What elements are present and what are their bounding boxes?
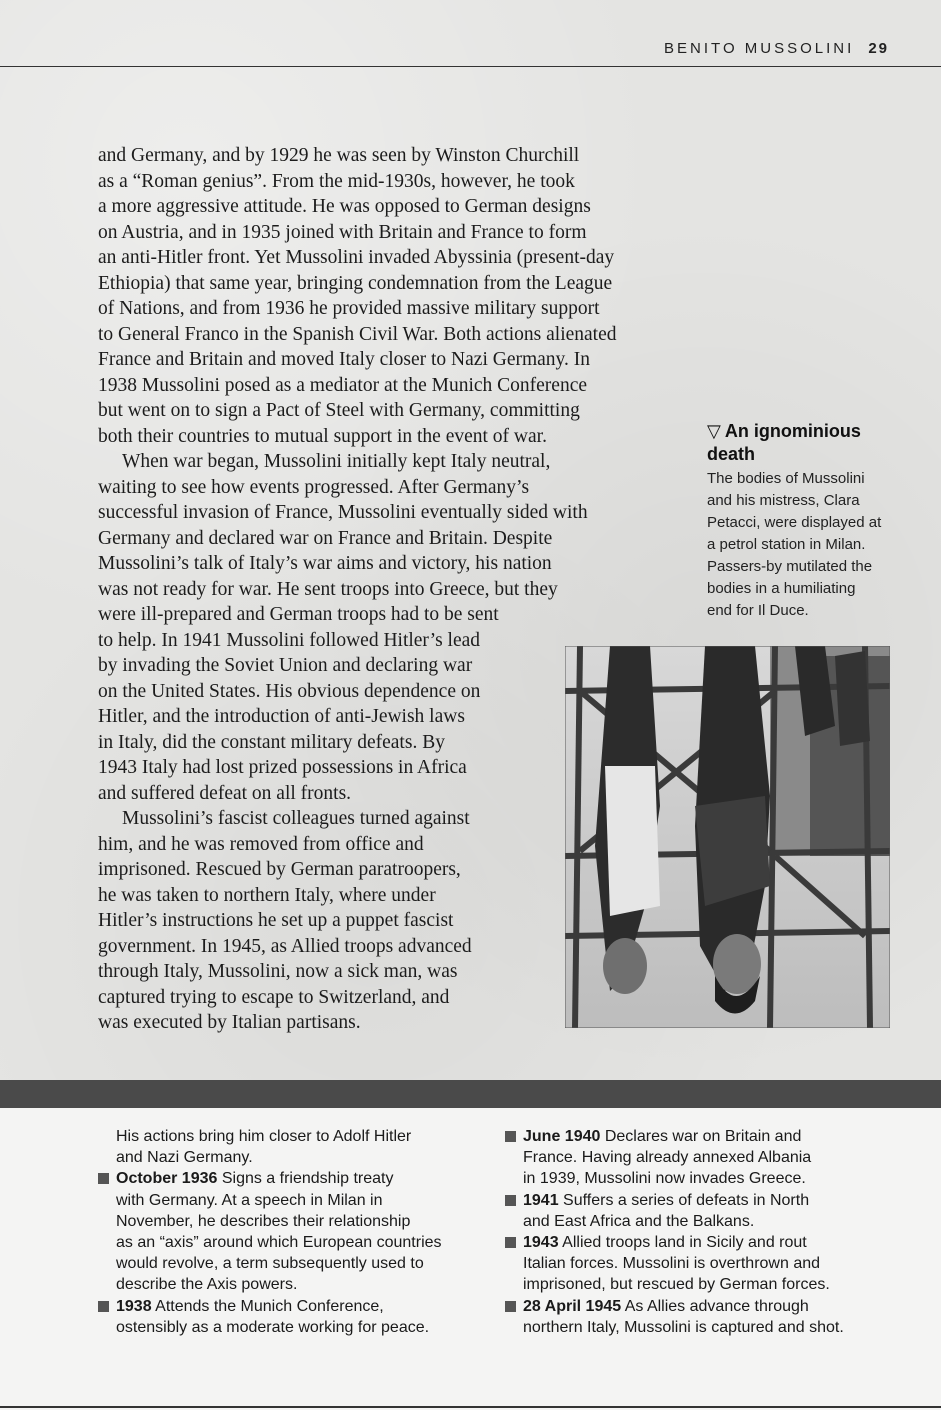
timeline-line: November, he describes their relationship bbox=[116, 1212, 411, 1230]
running-title: BENITO MUSSOLINI bbox=[664, 40, 855, 57]
caption-line: Passers-by mutilated the bbox=[707, 558, 873, 575]
timeline-line: Attends the Munich Conference, bbox=[151, 1297, 384, 1315]
timeline-line: and Nazi Germany. bbox=[116, 1149, 253, 1167]
timeline-item bbox=[98, 1296, 478, 1338]
timeline-column-left bbox=[98, 1126, 478, 1338]
text-line: Ethiopia) that same year, bringing condemnation from the League bbox=[98, 272, 613, 294]
text-line: When war began, Mussolini initially kept Italy neutral, bbox=[122, 451, 551, 472]
square-bullet-icon bbox=[505, 1301, 516, 1312]
photo-icon bbox=[565, 646, 890, 1028]
text-line: was executed by Italian partisans. bbox=[98, 1012, 361, 1033]
photo-caption bbox=[707, 420, 897, 622]
timeline-line: Suffers a series of defeats in North bbox=[558, 1191, 810, 1209]
text-line: on the United States. His obvious dependence on bbox=[98, 680, 481, 702]
text-line: in Italy, did the constant military defeats. By bbox=[98, 731, 445, 753]
text-line: captured trying to escape to Switzerland, and bbox=[98, 986, 450, 1008]
triangle-down-icon: ▽ bbox=[707, 421, 721, 441]
square-bullet-icon bbox=[505, 1237, 516, 1248]
timeline-column-right bbox=[505, 1126, 885, 1338]
text-line: imprisoned. Rescued by German paratroopers, bbox=[98, 859, 461, 880]
caption-line: a petrol station in Milan. bbox=[707, 536, 866, 553]
text-line: was not ready for war. He sent troops into Greece, but they bbox=[98, 578, 558, 600]
text-line: an anti-Hitler front. Yet Mussolini invaded Abyssinia (present-day bbox=[98, 247, 615, 268]
caption-line: bodies in a humiliating bbox=[707, 580, 856, 597]
timeline-line: as an “axis” around which European countries bbox=[116, 1234, 442, 1252]
text-line: on Austria, and in 1935 joined with Britain and France to form bbox=[98, 221, 587, 243]
caption-line: and his mistress, Clara bbox=[707, 492, 860, 509]
timeline-line: would revolve, a term subsequently used to bbox=[116, 1255, 424, 1273]
timeline-year: June 1940 bbox=[523, 1128, 601, 1145]
timeline-item bbox=[505, 1232, 885, 1296]
caption-line: Petacci, were displayed at bbox=[707, 514, 882, 531]
text-line: of Nations, and from 1936 he provided massive military support bbox=[98, 298, 600, 319]
caption-title bbox=[707, 420, 897, 466]
text-line: were ill-prepared and German troops had to be sent bbox=[98, 604, 499, 625]
timeline bbox=[0, 1108, 941, 1410]
text-line: Hitler, and the introduction of anti-Jewish laws bbox=[98, 706, 465, 727]
text-line: both their countries to mutual support in the event of war. bbox=[98, 425, 547, 447]
timeline-line: Allied troops land in Sicily and rout bbox=[558, 1234, 807, 1252]
text-line: Hitler’s instructions he set up a puppet fascist bbox=[98, 910, 454, 931]
page-number: 29 bbox=[868, 40, 889, 57]
text-line: Mussolini’s talk of Italy’s war aims and victory, his nation bbox=[98, 553, 552, 574]
timeline-line: with Germany. At a speech in Milan in bbox=[116, 1191, 383, 1209]
caption-line: The bodies of Mussolini bbox=[707, 470, 865, 487]
timeline-year: 1941 bbox=[523, 1191, 559, 1209]
caption-body bbox=[707, 468, 897, 622]
text-line: and Germany, and by 1929 he was seen by Winston Churchill bbox=[98, 145, 580, 166]
paragraph-1 bbox=[98, 143, 698, 449]
text-line: government. In 1945, as Allied troops advanced bbox=[98, 935, 472, 957]
square-bullet-icon bbox=[98, 1173, 109, 1184]
caption-title-line: An ignominious bbox=[724, 421, 861, 441]
timeline-line: Declares war on Britain and bbox=[600, 1128, 802, 1145]
timeline-line: and East Africa and the Balkans. bbox=[523, 1212, 755, 1230]
running-head bbox=[664, 40, 889, 57]
text-line: France and Britain and moved Italy closer to Nazi Germany. In bbox=[98, 349, 591, 370]
header-rule bbox=[0, 66, 941, 67]
text-line: but went on to sign a Pact of Steel with Germany, committing bbox=[98, 400, 580, 421]
timeline-line: Signs a friendship treaty bbox=[217, 1170, 394, 1188]
caption-title-line: death bbox=[707, 444, 756, 464]
text-line: a more aggressive attitude. He was opposed to German designs bbox=[98, 196, 591, 217]
timeline-year: October 1936 bbox=[116, 1170, 218, 1188]
text-line: he was taken to northern Italy, where under bbox=[98, 884, 436, 906]
text-line: through Italy, Mussolini, now a sick man, was bbox=[98, 961, 458, 982]
text-line: as a “Roman genius”. From the mid-1930s, however, he took bbox=[98, 170, 575, 192]
timeline-line: His actions bring him closer to Adolf Hitler bbox=[116, 1128, 412, 1145]
timeline-line: in 1939, Mussolini now invades Greece. bbox=[523, 1170, 806, 1188]
square-bullet-icon bbox=[505, 1131, 516, 1142]
timeline-year: 28 April 1945 bbox=[523, 1297, 622, 1315]
bottom-rule bbox=[0, 1406, 941, 1408]
timeline-year: 1938 bbox=[116, 1297, 152, 1315]
timeline-line: imprisoned, but rescued by German forces. bbox=[523, 1276, 830, 1294]
text-line: and suffered defeat on all fronts. bbox=[98, 782, 352, 804]
timeline-item bbox=[98, 1126, 478, 1168]
timeline-item bbox=[98, 1168, 478, 1295]
text-line: successful invasion of France, Mussolini eventually sided with bbox=[98, 502, 588, 523]
square-bullet-icon bbox=[505, 1195, 516, 1206]
historical-photo bbox=[565, 646, 890, 1028]
text-line: waiting to see how events progressed. After Germany’s bbox=[98, 476, 530, 498]
timeline-line: France. Having already annexed Albania bbox=[523, 1149, 812, 1167]
timeline-line: As Allies advance through bbox=[621, 1297, 809, 1315]
timeline-item bbox=[505, 1126, 885, 1190]
timeline-band bbox=[0, 1080, 941, 1108]
text-line: Mussolini’s fascist colleagues turned against bbox=[122, 808, 470, 829]
caption-line: end for Il Duce. bbox=[707, 602, 809, 619]
text-line: 1938 Mussolini posed as a mediator at the Munich Conference bbox=[98, 374, 588, 396]
timeline-item bbox=[505, 1296, 885, 1338]
timeline-line: ostensibly as a moderate working for peace. bbox=[116, 1318, 430, 1336]
text-line: by invading the Soviet Union and declaring war bbox=[98, 655, 473, 676]
text-line: Germany and declared war on France and Britain. Despite bbox=[98, 527, 553, 549]
text-line: to General Franco in the Spanish Civil War. Both actions alienated bbox=[98, 323, 617, 345]
square-bullet-icon bbox=[98, 1301, 109, 1312]
timeline-year: 1943 bbox=[523, 1234, 559, 1252]
timeline-item bbox=[505, 1190, 885, 1232]
timeline-line: describe the Axis powers. bbox=[116, 1276, 298, 1294]
text-line: to help. In 1941 Mussolini followed Hitler’s lead bbox=[98, 629, 481, 651]
timeline-line: northern Italy, Mussolini is captured and shot. bbox=[523, 1318, 844, 1336]
text-line: him, and he was removed from office and bbox=[98, 833, 424, 855]
timeline-line: Italian forces. Mussolini is overthrown and bbox=[523, 1255, 821, 1273]
text-line: 1943 Italy had lost prized possessions in Africa bbox=[98, 757, 467, 778]
